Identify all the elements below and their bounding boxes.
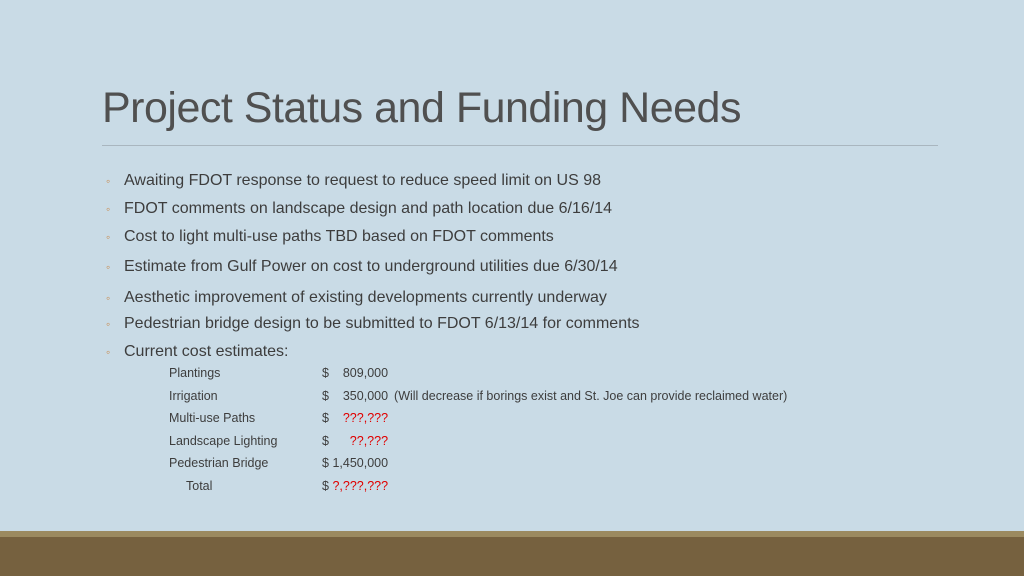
bullet-text: Current cost estimates: — [124, 343, 289, 360]
currency-symbol: $ — [322, 456, 329, 471]
currency-symbol: $ — [322, 366, 329, 380]
amount-value: 350,000 — [342, 388, 389, 403]
bullet-item — [106, 254, 926, 285]
bullet-text: Awaiting FDOT response to request to reduce speed limit on US 98 — [124, 172, 601, 189]
cost-amount — [322, 364, 388, 382]
bullet-marker-icon: ◦ — [106, 317, 111, 331]
amount-value: 1,450,000 — [332, 456, 389, 471]
slide-title: Project Status and Funding Needs — [102, 84, 741, 132]
bullet-text: Pedestrian bridge design to be submitted to FDOT 6/13/14 for comments — [124, 315, 640, 332]
amount-value-unknown: ?,???,??? — [332, 478, 389, 493]
cost-label: Pedestrian Bridge — [169, 456, 269, 471]
cost-label: Plantings — [169, 366, 221, 380]
amount-value: 809,000 — [342, 366, 389, 380]
bullet-marker-icon: ◦ — [106, 230, 111, 244]
bullet-marker-icon: ◦ — [106, 291, 111, 305]
bullet-text: Cost to light multi-use paths TBD based on FDOT comments — [124, 228, 554, 245]
cost-amount — [322, 477, 388, 495]
cost-row-landscape-lighting — [169, 432, 929, 455]
amount-value-unknown: ???,??? — [342, 411, 389, 426]
cost-note: (Will decrease if borings exist and St. Joe can provide reclaimed water) — [394, 388, 788, 403]
currency-symbol: $ — [322, 478, 329, 493]
cost-row-plantings — [169, 364, 929, 387]
bullet-marker-icon: ◦ — [106, 202, 111, 216]
cost-row-multi-use-paths — [169, 409, 929, 432]
currency-symbol: $ — [322, 411, 329, 426]
cost-row-total — [169, 477, 929, 500]
amount-value-unknown: ??,??? — [349, 433, 389, 448]
bullet-item — [106, 170, 926, 198]
cost-estimates-table — [169, 364, 929, 500]
bullet-text: FDOT comments on landscape design and path location due 6/16/14 — [124, 200, 613, 217]
cost-row-irrigation — [169, 387, 929, 410]
cost-label: Irrigation — [169, 388, 218, 403]
cost-label: Landscape Lighting — [169, 433, 278, 448]
cost-amount — [322, 387, 787, 405]
cost-label: Total — [186, 478, 213, 493]
bullet-marker-icon: ◦ — [106, 260, 111, 274]
bullet-item — [106, 285, 926, 313]
bullet-item — [106, 198, 926, 226]
cost-amount — [322, 432, 388, 450]
footer-band — [0, 537, 1024, 576]
currency-symbol: $ — [322, 433, 329, 448]
bullet-item — [106, 226, 926, 254]
bullet-marker-icon: ◦ — [106, 174, 111, 188]
title-divider — [102, 145, 938, 146]
bullet-text: Estimate from Gulf Power on cost to underground utilities due 6/30/14 — [124, 258, 618, 275]
bullet-text: Aesthetic improvement of existing developments currently underway — [124, 289, 607, 306]
currency-symbol: $ — [322, 388, 329, 403]
cost-amount — [322, 409, 388, 427]
bullet-item — [106, 313, 926, 341]
cost-row-pedestrian-bridge — [169, 454, 929, 477]
bullet-marker-icon: ◦ — [106, 345, 111, 359]
cost-amount — [322, 454, 388, 472]
cost-label: Multi-use Paths — [169, 411, 256, 426]
bullet-list — [106, 170, 926, 369]
